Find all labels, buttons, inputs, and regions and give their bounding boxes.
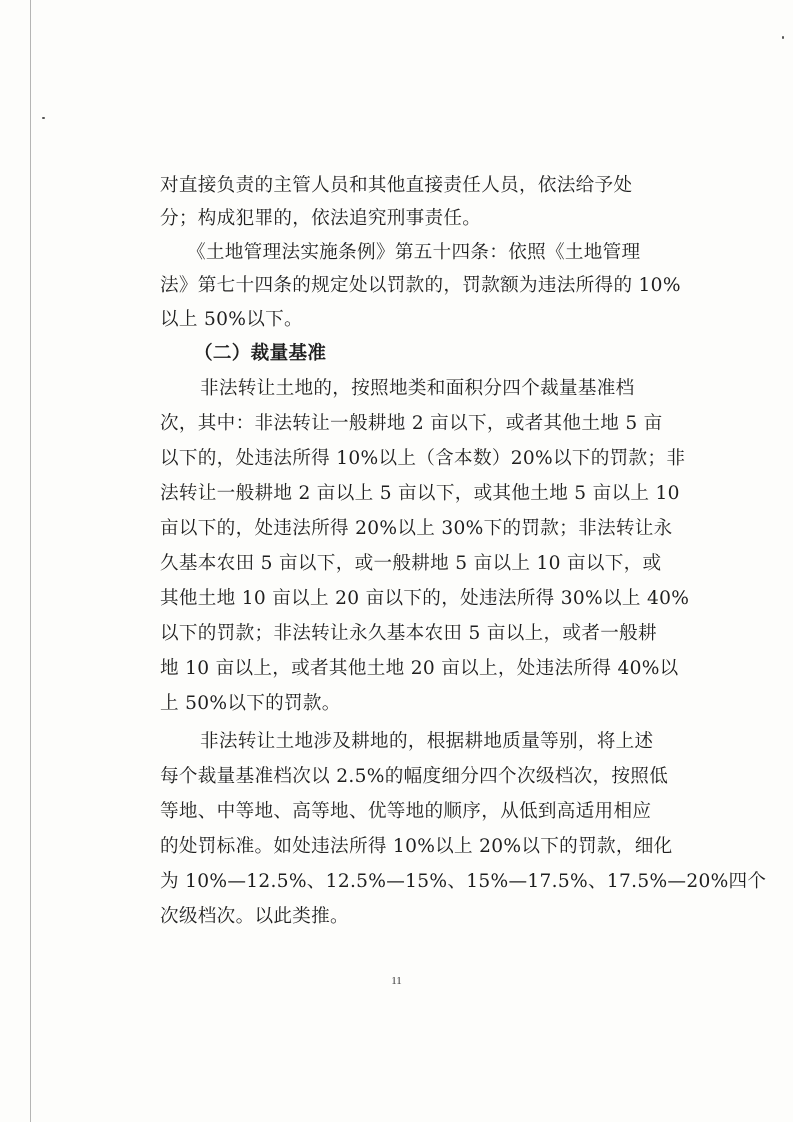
- body-line: 久基本农田 5 亩以下，或一般耕地 5 亩以上 10 亩以下，或: [160, 553, 662, 574]
- body-line: 以下的，处违法所得 10%以上（含本数）20%以下的罚款；非: [160, 448, 686, 469]
- body-line: 分；构成犯罪的，依法追究刑事责任。: [160, 208, 482, 229]
- scan-edge-line: [30, 0, 31, 1122]
- body-line: 的处罚标准。如处违法所得 10%以上 20%以下的罚款，细化: [160, 836, 673, 857]
- body-line: 上 50%以下的罚款。: [160, 693, 341, 714]
- body-line: 等地、中等地、高等地、优等地的顺序，从低到高适用相应: [160, 801, 652, 822]
- body-line: 其他土地 10 亩以上 20 亩以下的，处违法所得 30%以上 40%: [160, 588, 690, 609]
- scan-speck: [782, 36, 784, 39]
- body-line: 非法转让土地涉及耕地的，根据耕地质量等别，将上述: [200, 731, 654, 752]
- body-line: 对直接负责的主管人员和其他直接责任人员，依法给予处: [160, 175, 633, 196]
- body-line: 以上 50%以下。: [160, 309, 303, 330]
- body-line: 法转让一般耕地 2 亩以上 5 亩以下，或其他土地 5 亩以上 10: [160, 483, 680, 504]
- scan-speck: [42, 117, 45, 119]
- body-line: 《土地管理法实施条例》第五十四条：依照《土地管理: [187, 242, 641, 263]
- body-line: 次级档次。以此类推。: [160, 906, 349, 927]
- body-line: 次，其中：非法转让一般耕地 2 亩以下，或者其他土地 5 亩: [160, 413, 663, 434]
- body-line: 法》第七十四条的规定处以罚款的，罚款额为违法所得的 10%: [160, 275, 681, 296]
- section-heading: （二）裁量基准: [194, 343, 327, 364]
- body-line: 每个裁量基准档次以 2.5%的幅度细分四个次级档次，按照低: [160, 766, 669, 787]
- page-number: 11: [391, 975, 402, 987]
- body-line: 为 10%—12.5%、12.5%—15%、15%—17.5%、17.5%—20%四个: [160, 871, 767, 892]
- body-line: 地 10 亩以上，或者其他土地 20 亩以上，处违法所得 40%以: [160, 658, 679, 679]
- body-line: 非法转让土地的，按照地类和面积分四个裁量基准档: [200, 378, 635, 399]
- body-line: 以下的罚款；非法转让永久基本农田 5 亩以上，或者一般耕: [160, 623, 657, 644]
- body-line: 亩以下的，处违法所得 20%以上 30%下的罚款；非法转让永: [160, 518, 673, 539]
